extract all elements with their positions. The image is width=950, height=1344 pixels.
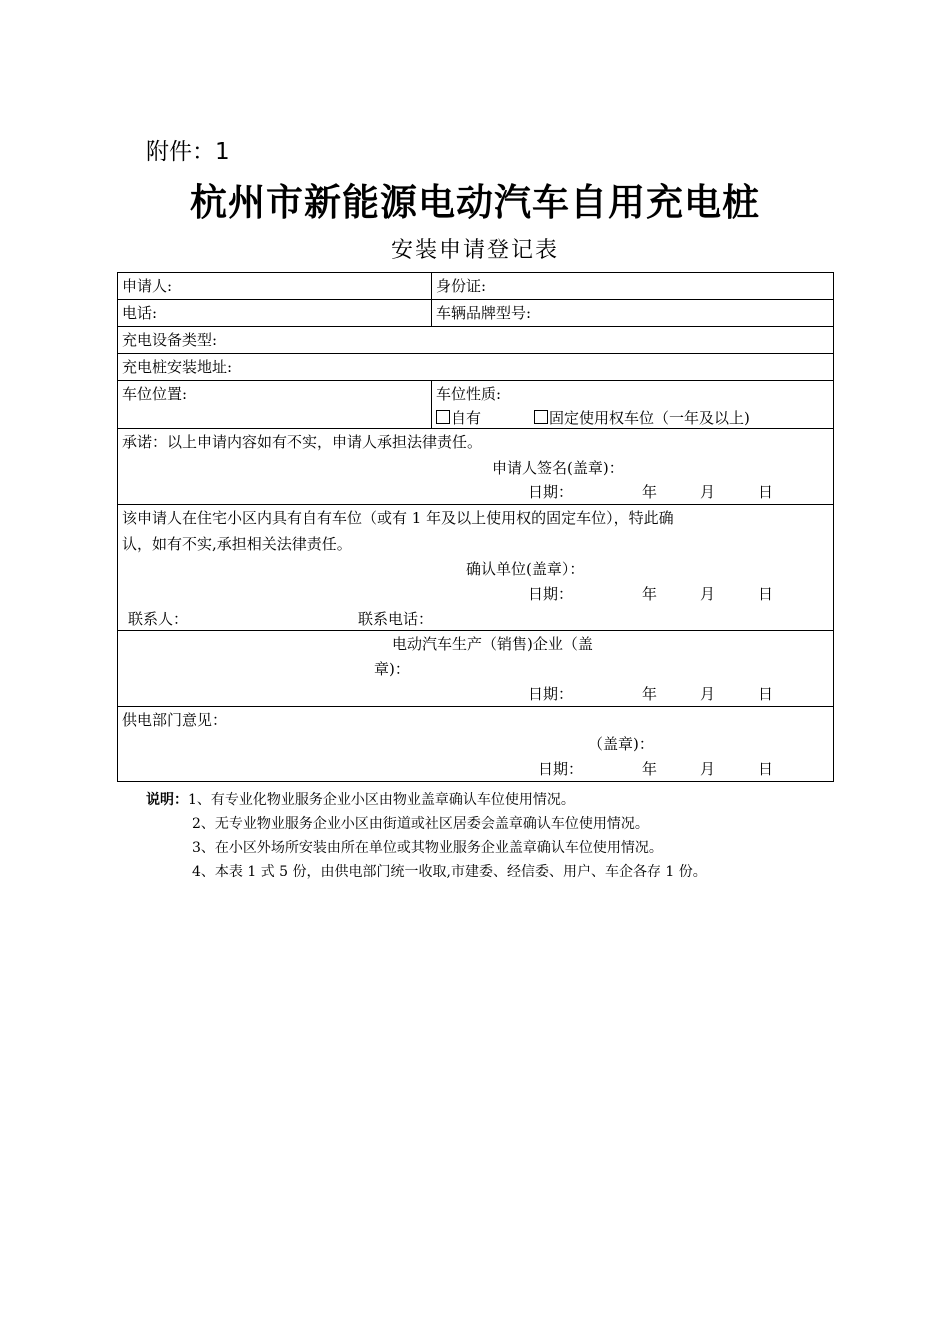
note-item [146, 812, 707, 836]
note-text: 1、有专业化物业服务企业小区由物业盖章确认车位使用情况。 [188, 792, 575, 808]
contact-person-label[interactable]: 联系人： [128, 610, 189, 628]
property-date-label: 日期： [528, 585, 574, 603]
notes-section [146, 788, 707, 884]
phone-cell[interactable] [118, 300, 432, 327]
power-dept-cell [118, 707, 834, 782]
property-text-line2: 认，如有不实,承担相关法律责任。 [122, 535, 352, 553]
vehicle-model-cell[interactable] [432, 300, 834, 327]
pledge-month: 月 [700, 483, 716, 501]
confirm-unit-label[interactable]: 确认单位(盖章）： [466, 560, 585, 578]
parking-location-label: 车位位置: [122, 385, 188, 403]
property-month: 月 [700, 585, 716, 603]
note-text: 4、本表 1 式 5 份，由供电部门统一收取,市建委、经信委、用户、车企各存 1 份。 [192, 864, 707, 880]
pledge-day: 日 [758, 483, 774, 501]
note-text: 2、无专业物业服务企业小区由街道或社区居委会盖章确认车位使用情况。 [192, 816, 649, 832]
form-title: 杭州市新能源电动汽车自用充电桩 [190, 180, 760, 224]
applicant-signature-label[interactable]: 申请人签名(盖章)： [492, 459, 624, 477]
install-address-cell[interactable] [118, 354, 834, 381]
pledge-year: 年 [642, 483, 658, 501]
contact-phone-label[interactable]: 联系电话： [358, 610, 434, 628]
manufacturer-date-label: 日期： [528, 685, 574, 703]
option-own[interactable] [436, 407, 481, 429]
property-text-line1: 该申请人在住宅小区内具有自有车位（或有 1 年及以上使用权的固定车位），特此确 [122, 509, 674, 527]
power-day: 日 [758, 760, 774, 778]
application-form-table [117, 272, 834, 782]
manufacturer-month: 月 [700, 685, 716, 703]
property-confirmation-cell [118, 505, 834, 631]
option-own-label: 自有 [451, 409, 482, 427]
charger-type-label: 充电设备类型: [122, 331, 218, 349]
applicant-label: 申请人: [122, 277, 173, 295]
power-opinion-label[interactable]: 供电部门意见： [122, 711, 228, 729]
option-fixed-label: 固定使用权车位（一年及以上) [549, 409, 750, 427]
manufacturer-line2: 章)： [374, 660, 410, 678]
install-address-label: 充电桩安装地址: [122, 358, 233, 376]
property-year: 年 [642, 585, 658, 603]
note-item [146, 788, 707, 812]
manufacturer-year: 年 [642, 685, 658, 703]
manufacturer-line1[interactable]: 电动汽车生产（销售)企业（盖 [392, 635, 593, 653]
attachment-label: 附件：1 [146, 139, 230, 165]
note-text: 3、在小区外场所安装由所在单位或其物业服务企业盖章确认车位使用情况。 [192, 840, 663, 856]
phone-label: 电话: [122, 304, 158, 322]
power-date-label: 日期： [538, 760, 584, 778]
parking-nature-label: 车位性质: [436, 385, 502, 403]
charger-type-cell[interactable] [118, 327, 834, 354]
pledge-cell [118, 429, 834, 505]
power-year: 年 [642, 760, 658, 778]
pledge-text: 承诺：以上申请内容如有不实，申请人承担法律责任。 [122, 433, 483, 451]
id-card-label: 身份证: [436, 277, 487, 295]
form-subtitle: 安装申请登记表 [390, 238, 559, 263]
manufacturer-cell [118, 631, 834, 707]
applicant-cell[interactable] [118, 273, 432, 300]
vehicle-model-label: 车辆品牌型号: [436, 304, 532, 322]
parking-nature-cell [432, 381, 834, 429]
power-seal-label: （盖章)： [588, 735, 654, 753]
manufacturer-day: 日 [758, 685, 774, 703]
checkbox-icon[interactable] [436, 410, 450, 424]
id-card-cell[interactable] [432, 273, 834, 300]
property-day: 日 [758, 585, 774, 603]
notes-heading: 说明： [146, 792, 188, 808]
note-item [146, 836, 707, 860]
pledge-date-label: 日期： [528, 483, 574, 501]
power-month: 月 [700, 760, 716, 778]
option-fixed[interactable] [534, 407, 750, 429]
checkbox-icon[interactable] [534, 410, 548, 424]
note-item [146, 860, 707, 884]
parking-location-cell[interactable] [118, 381, 432, 429]
